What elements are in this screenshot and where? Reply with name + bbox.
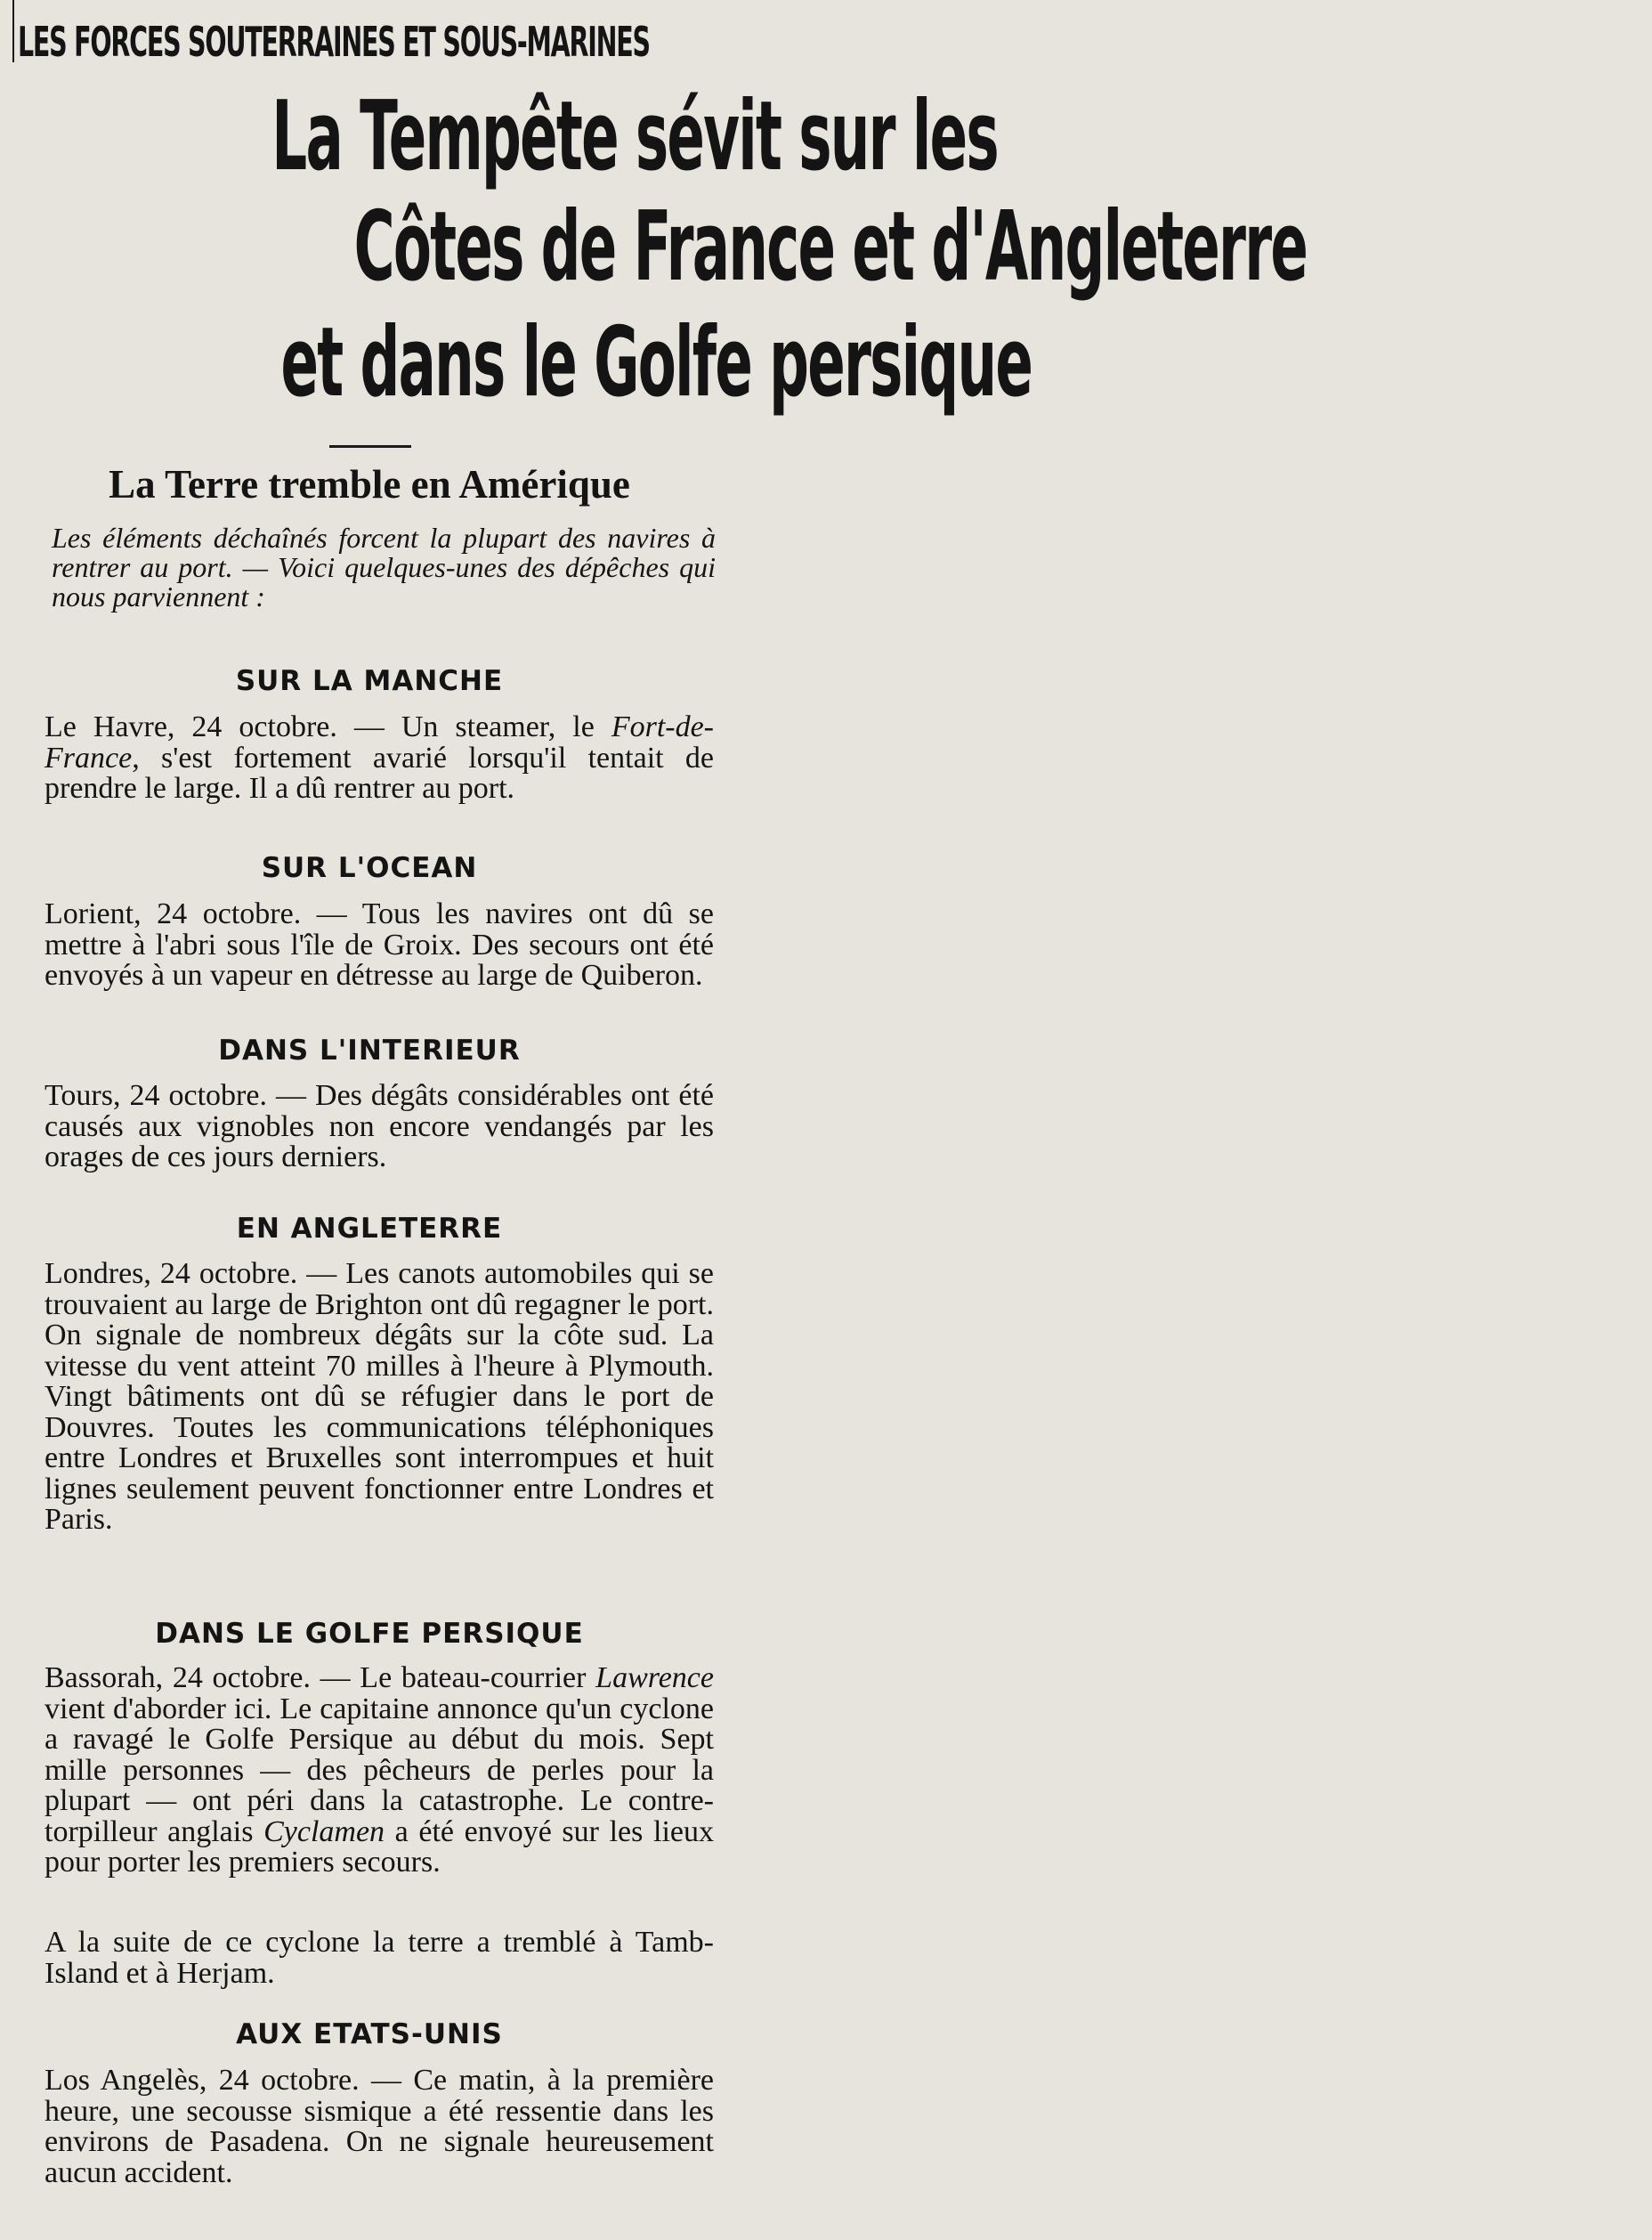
section-heading-interieur: DANS L'INTERIEUR <box>218 1035 521 1067</box>
kicker: LES FORCES SOUTERRAINES ET SOUS-MARINES <box>18 18 650 66</box>
ship-name-cyclamen: Cyclamen <box>263 1814 385 1848</box>
manche-text-after: , s'est fortement avarié lorsqu'il tentait de prendre le large. Il a dû rentrer au port. <box>45 741 714 805</box>
column-rule <box>12 0 14 62</box>
section-text-ocean: Lorient, 24 octobre. — Tous les navires ont dû se mettre à l'abri sous l'île de Groix. Des secours ont été envoyés à un vapeur en détresse au large de Quiberon. <box>45 897 714 992</box>
section-heading-manche: SUR LA MANCHE <box>235 665 504 697</box>
section-heading-golfe: DANS LE GOLFE PERSIQUE <box>155 1618 584 1650</box>
manche-text-before: Le Havre, 24 octobre. — Un steamer, le <box>45 710 611 743</box>
section-heading-angleterre: EN ANGLETERRE <box>236 1213 503 1245</box>
section-text-angleterre: Londres, 24 octobre. — Les canots automobiles qui se trouvaient au large de Brighton ont dû regagner le port. On signale de nombreux dégâts sur la côte sud. La vitesse du vent atteint 70 milles à l'heure à Plymouth. Vingt bâtiments ont dû se réfugier dans le port de Douvres. Toutes les communications téléphoniques entre Londres et Bruxelles sont interrompues et huit lignes seulement peuvent fonctionner entre Londres et Paris. <box>45 1257 714 1536</box>
subheadline: La Terre tremble en Amérique <box>109 462 630 507</box>
ship-name-fort-de-france: Fort-de-France <box>45 710 714 775</box>
section-text-golfe <box>45 1663 714 1879</box>
headline-line-3 <box>9 307 1032 418</box>
golfe-text-mid: vient d'aborder ici. Le capitaine annonce qu'un cyclone a ravagé le Golfe Persique au début du mois. Sept mille personnes — des pêcheurs de perles pour la plupart — ont péri dans la catastrophe. Le contre-torpilleur anglais <box>45 1692 714 1848</box>
intro-paragraph: Les éléments déchaînés forcent la plupart des navires à rentrer au port. — Voici quelques-unes des dépêches qui nous parviennent : <box>52 522 716 613</box>
golfe-text-after: a été envoyé sur les lieux pour porter les premiers secours. <box>45 1814 714 1879</box>
section-text-interieur: Tours, 24 octobre. — Des dégâts considérables ont été causés aux vignobles non encore vendangés par les orages de ces jours derniers. <box>45 1079 714 1173</box>
headline-text-3: et dans le Golfe persique <box>280 307 1032 418</box>
ship-name-lawrence: Lawrence <box>595 1661 714 1694</box>
section-heading-ocean: SUR L'OCEAN <box>261 852 478 884</box>
section-heading-etats-unis: AUX ETATS-UNIS <box>236 2018 503 2050</box>
headline-text-2: Côtes de France et d'Angleterre <box>353 191 1308 303</box>
headline-line-2 <box>9 191 1308 303</box>
headline-line-1 <box>9 81 998 192</box>
headline-text-1: La Tempête sévit sur les <box>271 81 998 192</box>
section-text-etats-unis: Los Angelès, 24 octobre. — Ce matin, à la première heure, une secousse sismique a été ressentie dans les environs de Pasadena. On ne signale heureusement aucun accident. <box>45 2064 714 2189</box>
section-text-golfe-2: A la suite de ce cyclone la terre a tremblé à Tamb-Island et à Herjam. <box>45 1926 714 1990</box>
golfe-text-before: Bassorah, 24 octobre. — Le bateau-courrier <box>45 1661 596 1694</box>
section-text-manche <box>45 712 714 805</box>
headline-divider <box>329 445 411 448</box>
